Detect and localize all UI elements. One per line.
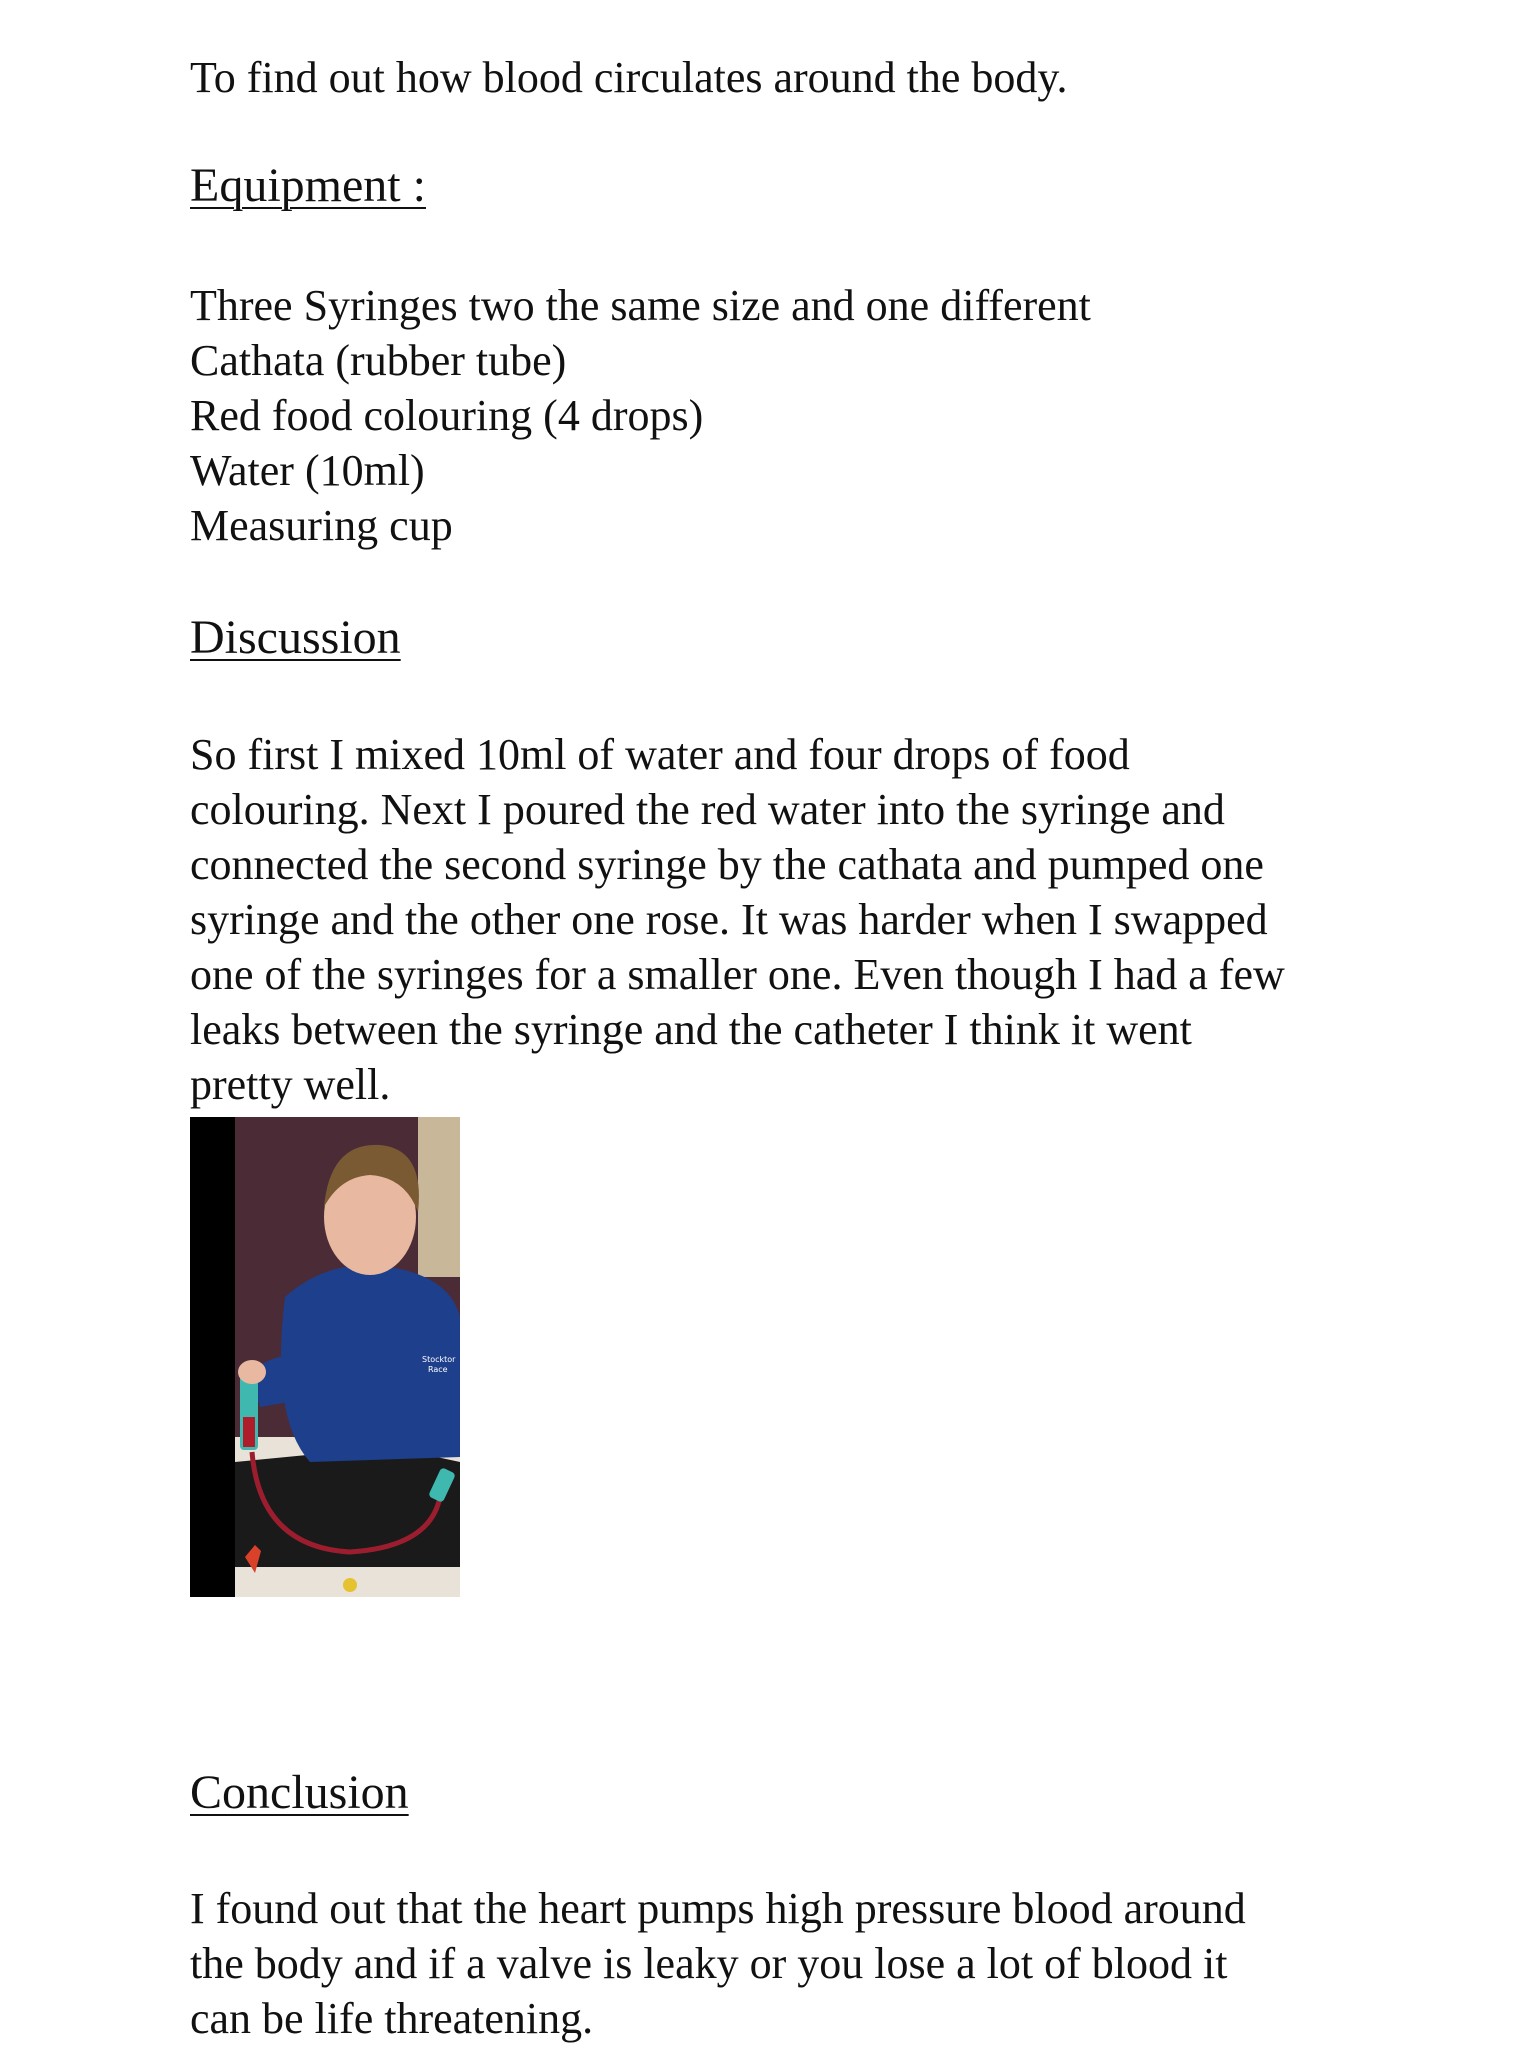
discussion-line: syringe and the other one rose. It was harder when I swapped <box>190 895 1268 944</box>
photo-left-syringe-blood <box>243 1417 255 1447</box>
photo-hoodie-text: Stocktor <box>422 1355 456 1364</box>
discussion-line: one of the syringes for a smaller one. Even though I had a few <box>190 950 1285 999</box>
conclusion-heading: Conclusion <box>190 1766 409 1819</box>
conclusion-line: I found out that the heart pumps high pressure blood around <box>190 1884 1246 1933</box>
equipment-heading: Equipment : <box>190 159 426 212</box>
equipment-item: Measuring cup <box>190 501 453 550</box>
discussion-line: leaks between the syringe and the catheter I think it went <box>190 1005 1192 1054</box>
conclusion-line: the body and if a valve is leaky or you lose a lot of blood it <box>190 1939 1228 1988</box>
experiment-photo-drawing <box>190 1117 460 1597</box>
conclusion-paragraph <box>190 1881 1246 2046</box>
photo-hand <box>238 1360 266 1384</box>
discussion-line: So first I mixed 10ml of water and four drops of food <box>190 730 1130 779</box>
conclusion-line: can be life threatening. <box>190 1994 594 2043</box>
experiment-photo <box>190 1117 460 1597</box>
equipment-list <box>190 278 1091 553</box>
discussion-heading: Discussion <box>190 611 401 664</box>
photo-doorframe <box>418 1117 460 1277</box>
discussion-line: colouring. Next I poured the red water into the syringe and <box>190 785 1225 834</box>
photo-hoodie-text: Race <box>428 1365 448 1374</box>
equipment-item: Red food colouring (4 drops) <box>190 391 704 440</box>
aim-text: To find out how blood circulates around the body. <box>190 53 1068 102</box>
discussion-line: pretty well. <box>190 1060 391 1109</box>
equipment-item: Three Syringes two the same size and one different <box>190 281 1091 330</box>
discussion-line: connected the second syringe by the cathata and pumped one <box>190 840 1264 889</box>
equipment-item: Cathata (rubber tube) <box>190 336 567 385</box>
discussion-paragraph <box>190 727 1285 1112</box>
photo-black-border <box>190 1117 235 1597</box>
photo-toy-yellow <box>343 1578 357 1592</box>
equipment-item: Water (10ml) <box>190 446 425 495</box>
